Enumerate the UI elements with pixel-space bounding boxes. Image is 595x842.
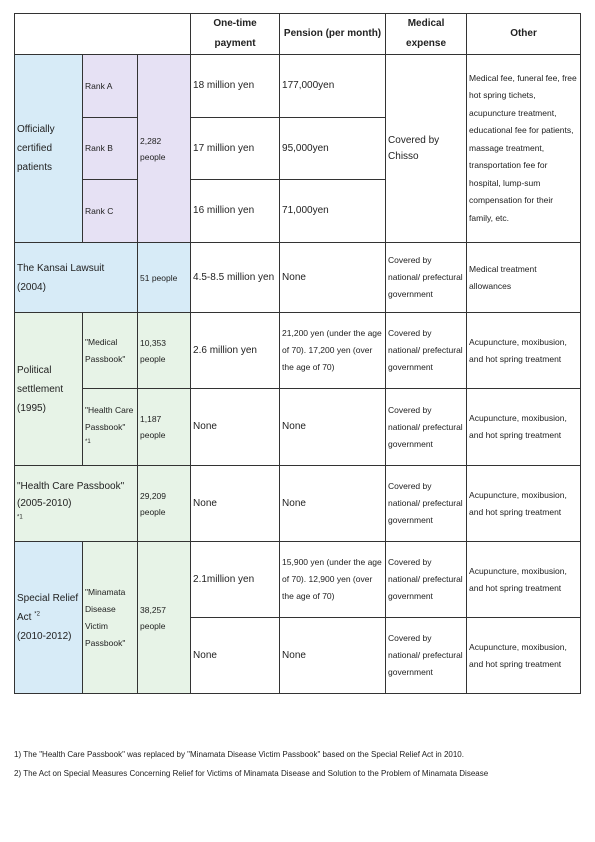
- special-other-2: Acupuncture, moxibusion, and hot spring treatment: [467, 618, 581, 694]
- officially-count: 2,282 people: [138, 55, 191, 243]
- health-care-payment: None: [191, 466, 280, 542]
- political-health-count: 1,187 people: [138, 389, 191, 466]
- rank-b-payment: 17 million yen: [191, 118, 280, 180]
- health-care-pension: None: [280, 466, 386, 542]
- table-row: [15, 389, 581, 466]
- rank-c-pension: 71,000yen: [280, 180, 386, 243]
- rank-c: Rank C: [83, 180, 138, 243]
- officially-medical: Covered by Chisso: [386, 55, 467, 243]
- footnote-1: 1) The "Health Care Passbook" was replaced by "Minamata Disease Victim Passbook" based on the Special Relief Act in 2010.: [14, 750, 464, 759]
- table-row: [15, 313, 581, 389]
- special-payment-1: 2.1million yen: [191, 542, 280, 618]
- political-medical-payment: 2.6 million yen: [191, 313, 280, 389]
- political-medical-passbook: "Medical Passbook": [83, 313, 138, 389]
- header-row: [15, 14, 581, 55]
- special-other-1: Acupuncture, moxibusion, and hot spring treatment: [467, 542, 581, 618]
- rank-a: Rank A: [83, 55, 138, 118]
- health-care-medical: Covered by national/ prefectural government: [386, 466, 467, 542]
- political-medical-medical: Covered by national/ prefectural government: [386, 313, 467, 389]
- political-health-payment: None: [191, 389, 280, 466]
- political-health-passbook: "Health Care Passbook" $^{*1}$: [83, 389, 138, 466]
- table-row: [15, 55, 581, 118]
- special-medical-2: Covered by national/ prefectural government: [386, 618, 467, 694]
- special-passbook: "Minamata Disease Victim Passbook": [83, 542, 138, 694]
- special-count: 38,257 people: [138, 542, 191, 694]
- officially-other: Medical fee, funeral fee, free hot spring tichets, acupuncture treatment, educational fee for patients, massage treatment, transportation fee for hospital, lump-sum compensation for their family, etc.: [467, 55, 581, 243]
- health-care-count: 29,209 people: [138, 466, 191, 542]
- footnote-2: 2) The Act on Special Measures Concerning Relief for Victims of Minamata Disease and Solution to the Problem of Minamata Disease: [14, 769, 489, 778]
- footnote-ref: *2: [34, 611, 40, 618]
- group-special: Special Relief Act $^{*2}$ (2010-2012): [15, 542, 83, 694]
- political-health-medical: Covered by national/ prefectural government: [386, 389, 467, 466]
- political-health-other: Acupuncture, moxibusion, and hot spring treatment: [467, 389, 581, 466]
- compensation-table: [14, 13, 581, 694]
- table-row: [15, 466, 581, 542]
- rank-a-pension: 177,000yen: [280, 55, 386, 118]
- rank-b: Rank B: [83, 118, 138, 180]
- special-pension-2: None: [280, 618, 386, 694]
- political-medical-pension: 21,200 yen (under the age of 70). 17,200 yen (over the age of 70): [280, 313, 386, 389]
- footnote-ref: *1: [17, 514, 23, 521]
- rank-c-payment: 16 million yen: [191, 180, 280, 243]
- table-row: [15, 542, 581, 618]
- rank-b-pension: 95,000yen: [280, 118, 386, 180]
- header-other: Other: [467, 14, 581, 55]
- special-payment-2: None: [191, 618, 280, 694]
- special-medical-1: Covered by national/ prefectural government: [386, 542, 467, 618]
- rank-a-payment: 18 million yen: [191, 55, 280, 118]
- kansai-other: Medical treatment allowances: [467, 243, 581, 313]
- header-medical: Medical expense: [386, 14, 467, 55]
- special-pension-1: 15,900 yen (under the age of 70). 12,900 yen (over the age of 70): [280, 542, 386, 618]
- kansai-count: 51 people: [138, 243, 191, 313]
- political-medical-other: Acupuncture, moxibusion, and hot spring treatment: [467, 313, 581, 389]
- footnote-ref: *1: [85, 438, 91, 445]
- group-health-care: "Health Care Passbook"(2005-2010) $^{*1}$: [15, 466, 138, 542]
- kansai-payment: 4.5-8.5 million yen: [191, 243, 280, 313]
- header-one-time: One-time payment: [191, 14, 280, 55]
- table-row: [15, 243, 581, 313]
- kansai-pension: None: [280, 243, 386, 313]
- political-health-pension: None: [280, 389, 386, 466]
- header-empty-cell: [15, 14, 191, 55]
- group-political: Political settlement (1995): [15, 313, 83, 466]
- group-officially: Officially certified patients: [15, 55, 83, 243]
- political-medical-count: 10,353 people: [138, 313, 191, 389]
- header-pension: Pension (per month): [280, 14, 386, 55]
- health-care-other: Acupuncture, moxibusion, and hot spring treatment: [467, 466, 581, 542]
- kansai-medical: Covered by national/ prefectural government: [386, 243, 467, 313]
- footnotes: [14, 745, 580, 783]
- group-kansai: The Kansai Lawsuit (2004): [15, 243, 138, 313]
